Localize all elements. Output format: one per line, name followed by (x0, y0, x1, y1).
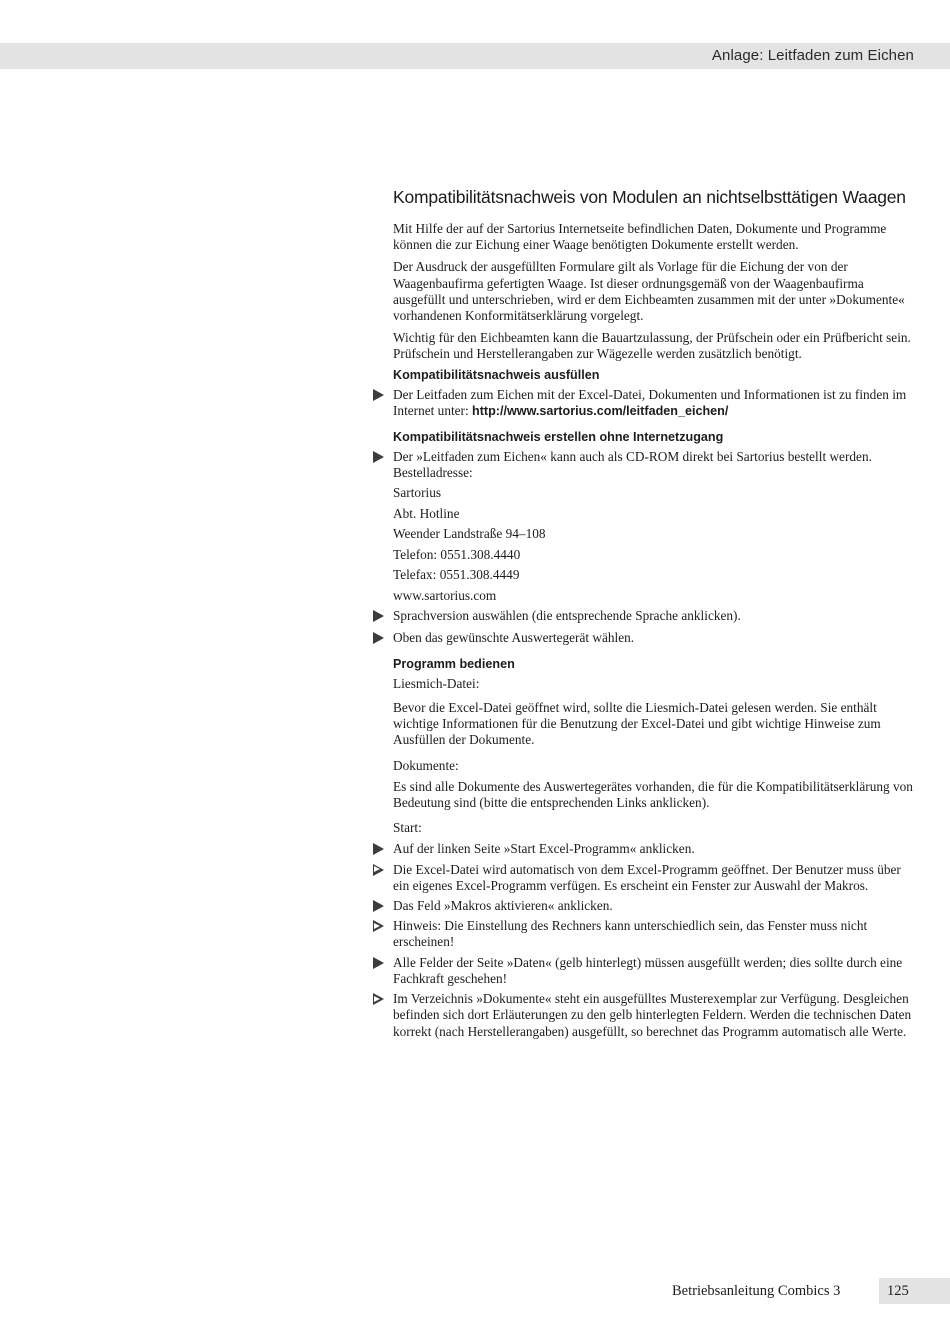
page-title: Kompatibilitätsnachweis von Modulen an nichtselbsttätigen Waagen (393, 187, 906, 207)
outline-triangle-icon (373, 993, 384, 1005)
main-content (393, 186, 915, 1044)
readme-text: Bevor die Excel-Datei geöffnet wird, sollte die Liesmich-Datei gelesen werden. Sie enthält wichtige Informationen für die Benutzung der Excel-Datei und gibt wichtige Hinweise zum Ausfüllen der Dokumente. (393, 700, 881, 748)
instruction-step (393, 898, 915, 914)
outline-triangle-icon (373, 864, 384, 876)
instruction-step (393, 608, 915, 624)
filled-triangle-icon (373, 900, 384, 912)
address-line: Weender Landstraße 94–108 (393, 526, 546, 542)
address-line: Sartorius (393, 485, 442, 501)
step-text: Oben das gewünschte Auswertegerät wählen. (393, 629, 635, 645)
instruction-step (393, 955, 915, 987)
intro-paragraph: Mit Hilfe der auf der Sartorius Internetseite befindlichen Daten, Dokumente und Programme können die zur Eichung einer Waage benötigten Dokumente erstellt werden. (393, 221, 887, 253)
step-text: Im Verzeichnis »Dokumente« steht ein ausgefülltes Musterexemplar zur Verfügung. Desgleichen befinden sich dort Erläuterungen zu den gelb hinterlegten Feldern. Werden die technischen Daten korrekt (nach Herstellerangaben) ausgefüllt, so berechnet das Programm automatisch alle Werte. (393, 991, 912, 1039)
filled-triangle-icon (373, 610, 384, 622)
result-step (393, 991, 915, 1040)
section-heading-program: Programm bedienen (393, 656, 515, 671)
page-number: 125 (887, 1283, 909, 1299)
documents-text: Es sind alle Dokumente des Auswertegerätes vorhanden, die für die Kompatibilitätserklärung von Bedeutung sind (bitte die entsprechenden Links anklicken). (393, 778, 913, 811)
section-heading-fill-in: Kompatibilitätsnachweis ausfüllen (393, 367, 600, 382)
address-line: Telefax: 0551.308.4449 (393, 567, 520, 583)
intro-paragraph: Der Ausdruck der ausgefüllten Formulare gilt als Vorlage für die Eichung der von der Waagenbaufirma gefertigten Waage. Ist dieser ordnungsgemäß von der Waagenbaufirma ausgefüllt und unterschrieben, wird er dem Eichbeamten zusammen mit der unter »Dokumente« vorhandenen Konformitätserklärung vorgelegt. (393, 259, 905, 324)
leitfaden-link[interactable]: http://www.sartorius.com/leitfaden_eichen/ (472, 403, 729, 418)
outline-triangle-icon (373, 920, 384, 932)
filled-triangle-icon (373, 451, 384, 463)
step-text: Der Leitfaden zum Eichen mit der Excel-Datei, Dokumenten und Informationen ist zu finden im Internet unter: (393, 386, 907, 418)
step-text: Hinweis: Die Einstellung des Rechners kann unterschiedlich sein, das Fenster muss nicht erscheinen! (393, 918, 868, 950)
address-line: Abt. Hotline (393, 505, 460, 521)
instruction-step (393, 841, 915, 857)
filled-triangle-icon (373, 957, 384, 969)
filled-triangle-icon (373, 389, 384, 401)
address-line: Telefon: 0551.308.4440 (393, 546, 521, 562)
step-text: Alle Felder der Seite »Daten« (gelb hinterlegt) müssen ausgefüllt werden; dies sollte durch eine Fachkraft geschehen! (393, 954, 903, 986)
step-text: Auf der linken Seite »Start Excel-Programm« anklicken. (393, 841, 695, 857)
intro-paragraph: Wichtig für den Eichbeamten kann die Bauartzulassung, der Prüfschein oder ein Prüfbericht sein. Prüfschein und Herstellerangaben zur Wägezelle werden zusätzlich benötigt. (393, 330, 911, 362)
instruction-step (393, 449, 915, 481)
filled-triangle-icon (373, 843, 384, 855)
footer-title: Betriebsanleitung Combics 3 (672, 1283, 841, 1299)
instruction-step (393, 387, 915, 419)
section-heading-offline: Kompatibilitätsnachweis erstellen ohne Internetzugang (393, 430, 724, 445)
filled-triangle-icon (373, 632, 384, 644)
page-number-box (879, 1278, 950, 1304)
header-title: Anlage: Leitfaden zum Eichen (711, 47, 914, 64)
step-text: Das Feld »Makros aktivieren« anklicken. (393, 898, 613, 914)
readme-label: Liesmich-Datei: (393, 675, 480, 691)
start-label: Start: (393, 820, 422, 836)
result-step (393, 862, 915, 894)
running-header (0, 43, 950, 69)
step-text: Der »Leitfaden zum Eichen« kann auch als CD-ROM direkt bei Sartorius bestellt werden. Bestelladresse: (393, 449, 872, 481)
documents-label: Dokumente: (393, 757, 459, 773)
address-line: www.sartorius.com (393, 587, 497, 603)
result-step (393, 918, 915, 950)
step-text: Sprachversion auswählen (die entsprechende Sprache anklicken). (393, 608, 741, 624)
instruction-step (393, 630, 915, 646)
step-text: Die Excel-Datei wird automatisch von dem Excel-Programm geöffnet. Der Benutzer muss über ein eigenes Excel-Programm verfügen. Es erscheint ein Fenster zur Auswahl der Makros. (393, 861, 901, 893)
